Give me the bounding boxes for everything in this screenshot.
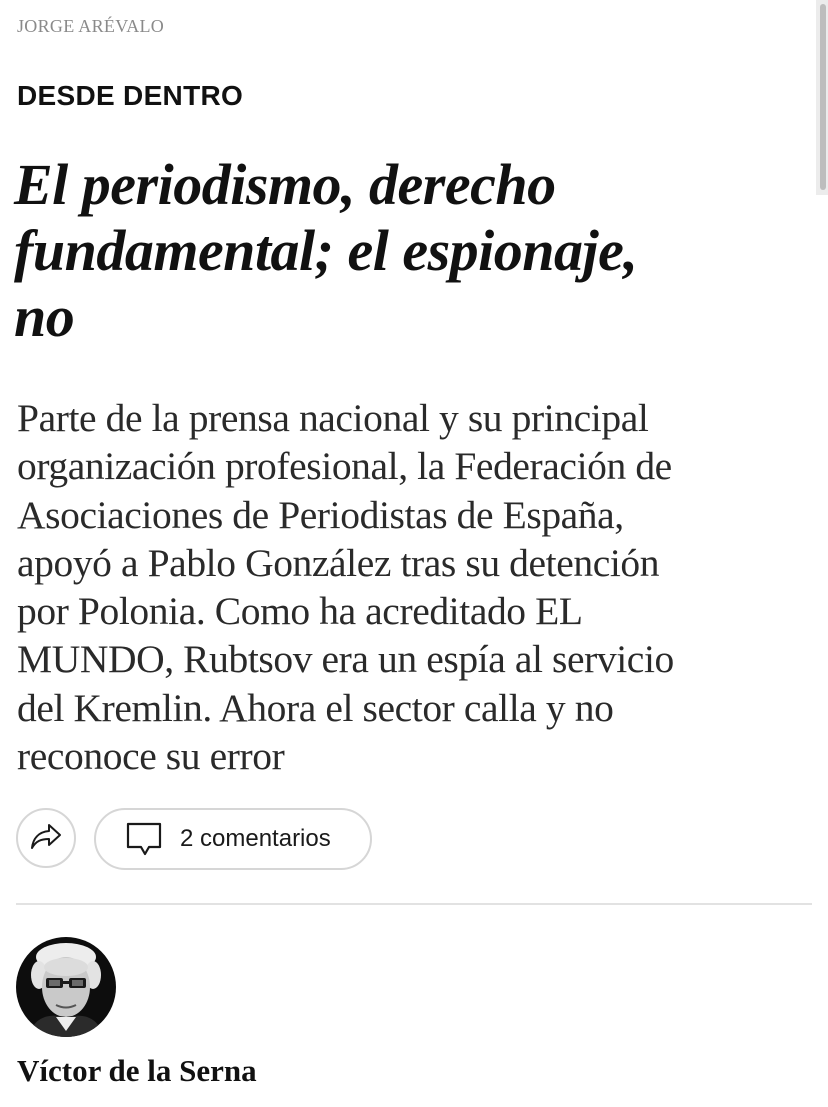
lede-line: Asociaciones de Periodistas de España, [17,492,624,537]
lede-line: del Kremlin. Ahora el sector calla y no [17,685,614,730]
divider [16,903,812,905]
lede-line: reconoce su error [17,734,285,779]
lede-line: Parte de la prensa nacional y su principal [17,396,649,440]
byline-author-name[interactable]: Víctor de la Serna [17,1053,257,1088]
lede-line: por Polonia. Como ha acreditado EL [17,589,583,634]
scrollbar-thumb[interactable] [820,4,826,190]
lede-line: organización profesional, la Federación de [17,444,672,489]
share-button[interactable] [16,808,76,868]
share-icon [29,821,63,856]
comment-bubble-icon [124,819,164,859]
article-lede [17,394,807,780]
headline-line: fundamental; el espionaje, [14,218,638,283]
section-label[interactable]: DESDE DENTRO [17,80,244,111]
article-headline [14,152,804,350]
headline-line: El periodismo, derecho [14,152,556,217]
comments-button[interactable] [94,808,372,870]
scrollbar[interactable] [816,0,828,195]
lede-line: MUNDO, Rubtsov era un espía al servicio [17,637,674,682]
author-avatar[interactable] [16,937,116,1037]
lede-line: apoyó a Pablo González tras su detención [17,540,660,585]
headline-line: no [14,284,75,349]
comments-count-label: 2 comentarios [180,825,331,852]
top-author-name[interactable]: JORGE ARÉVALO [17,16,165,36]
